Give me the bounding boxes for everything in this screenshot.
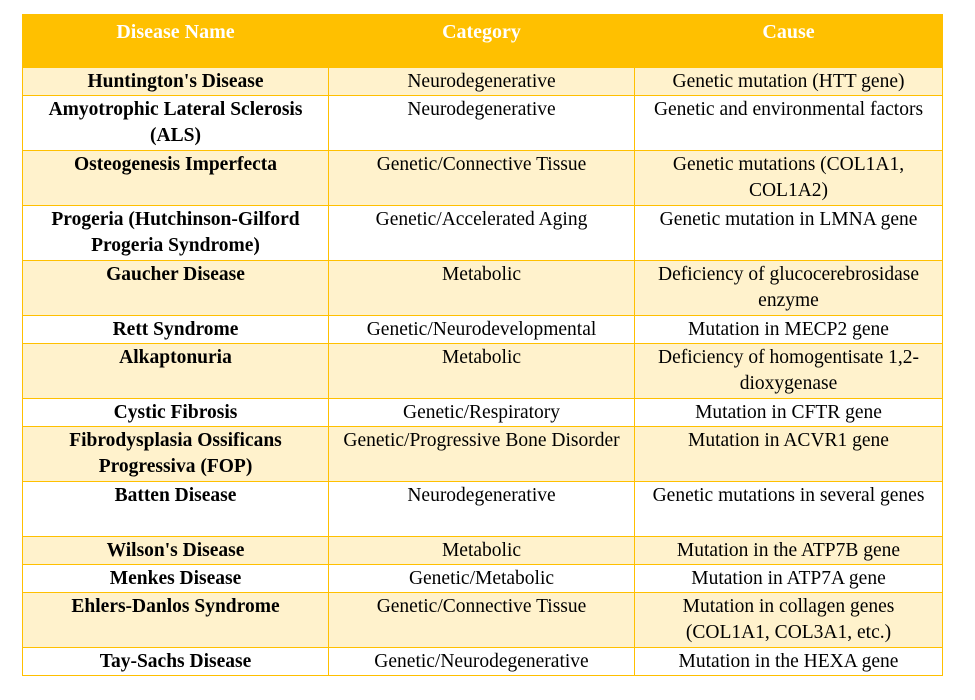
disease-name-cell: Huntington's Disease	[23, 68, 329, 96]
cause-cell: Deficiency of homogentisate 1,2-dioxygenase	[635, 344, 943, 399]
disease-name-cell: Batten Disease	[23, 482, 329, 537]
disease-name-cell: Alkaptonuria	[23, 344, 329, 399]
cause-cell: Mutation in the ATP7B gene	[635, 537, 943, 565]
disease-table	[22, 14, 943, 676]
category-cell: Genetic/Progressive Bone Disorder	[329, 427, 635, 482]
cause-cell: Genetic mutation (HTT gene)	[635, 68, 943, 96]
header-disease-name: Disease Name	[23, 15, 329, 68]
disease-name-cell: Gaucher Disease	[23, 261, 329, 316]
table-row	[23, 316, 943, 344]
cause-cell: Deficiency of glucocerebrosidase enzyme	[635, 261, 943, 316]
disease-name-cell: Tay-Sachs Disease	[23, 648, 329, 676]
disease-name-cell: Osteogenesis Imperfecta	[23, 151, 329, 206]
disease-name-cell: Cystic Fibrosis	[23, 399, 329, 427]
category-cell: Metabolic	[329, 537, 635, 565]
header-row	[23, 15, 943, 68]
disease-name-cell: Rett Syndrome	[23, 316, 329, 344]
table-row	[23, 344, 943, 399]
disease-name-cell: Menkes Disease	[23, 565, 329, 593]
category-cell: Genetic/Respiratory	[329, 399, 635, 427]
cause-cell: Mutation in the HEXA gene	[635, 648, 943, 676]
cause-cell: Mutation in ACVR1 gene	[635, 427, 943, 482]
cause-cell: Mutation in CFTR gene	[635, 399, 943, 427]
category-cell: Genetic/Neurodegenerative	[329, 648, 635, 676]
category-cell: Genetic/Neurodevelopmental	[329, 316, 635, 344]
table-row	[23, 648, 943, 676]
header-cause: Cause	[635, 15, 943, 68]
disease-name-cell: Wilson's Disease	[23, 537, 329, 565]
category-cell: Neurodegenerative	[329, 68, 635, 96]
header-category: Category	[329, 15, 635, 68]
table-row	[23, 482, 943, 537]
table-row	[23, 399, 943, 427]
category-cell: Genetic/Connective Tissue	[329, 151, 635, 206]
disease-name-cell: Fibrodysplasia Ossificans Progressiva (FOP)	[23, 427, 329, 482]
cause-cell: Genetic and environmental factors	[635, 96, 943, 151]
category-cell: Genetic/Accelerated Aging	[329, 206, 635, 261]
cause-cell: Mutation in MECP2 gene	[635, 316, 943, 344]
disease-name-cell: Progeria (Hutchinson-Gilford Progeria Syndrome)	[23, 206, 329, 261]
disease-name-cell: Amyotrophic Lateral Sclerosis (ALS)	[23, 96, 329, 151]
category-cell: Genetic/Connective Tissue	[329, 593, 635, 648]
category-cell: Neurodegenerative	[329, 96, 635, 151]
table-row	[23, 68, 943, 96]
table-row	[23, 151, 943, 206]
table-row	[23, 427, 943, 482]
table-row	[23, 261, 943, 316]
table-row	[23, 537, 943, 565]
table-row	[23, 206, 943, 261]
cause-cell: Genetic mutations in several genes	[635, 482, 943, 537]
cause-cell: Mutation in ATP7A gene	[635, 565, 943, 593]
table-row	[23, 593, 943, 648]
category-cell: Metabolic	[329, 261, 635, 316]
cause-cell: Genetic mutation in LMNA gene	[635, 206, 943, 261]
category-cell: Genetic/Metabolic	[329, 565, 635, 593]
table-row	[23, 565, 943, 593]
cause-cell: Mutation in collagen genes (COL1A1, COL3A1, etc.)	[635, 593, 943, 648]
category-cell: Neurodegenerative	[329, 482, 635, 537]
table-row	[23, 96, 943, 151]
cause-cell: Genetic mutations (COL1A1, COL1A2)	[635, 151, 943, 206]
disease-name-cell: Ehlers-Danlos Syndrome	[23, 593, 329, 648]
category-cell: Metabolic	[329, 344, 635, 399]
